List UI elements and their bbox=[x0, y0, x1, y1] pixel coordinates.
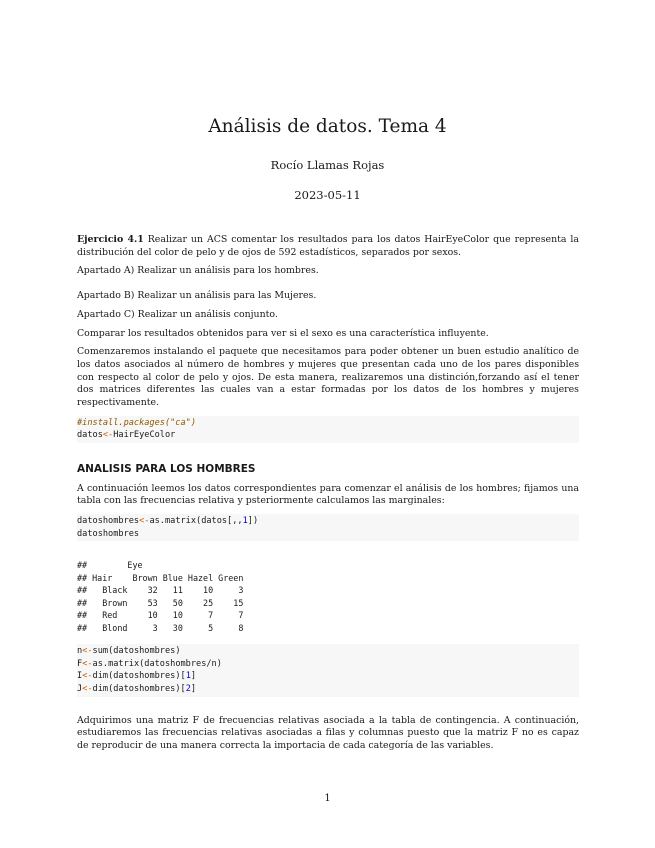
code-op: <- bbox=[82, 671, 93, 682]
code-num: 2 bbox=[185, 684, 191, 694]
code-block-matrix bbox=[77, 514, 579, 541]
document-title: Análisis de datos. Tema 4 bbox=[208, 116, 447, 137]
output-line: ## Eye bbox=[77, 560, 143, 571]
code-end: ] bbox=[190, 671, 197, 682]
code-line: datoshombres bbox=[77, 528, 140, 539]
exercise-label: Ejercicio 4.1 bbox=[77, 234, 144, 245]
code-var: J bbox=[77, 684, 83, 694]
section-text: A continuación leemos los datos correspondientes para comenzar el análisis de los hombres; fijamos una tabla con las frecuencias relativa y psteriormente calculamos las marginales: bbox=[77, 482, 579, 507]
exercise-text: Realizar un ACS comentar los resultados para los datos HairEyeColor que representa la distribución del color de pelo y de ojos de 592 estadísticos, separados por sexos. bbox=[77, 234, 580, 258]
code-fn: as.matrix(datos[,, bbox=[149, 516, 243, 527]
code-op: <- bbox=[82, 658, 93, 669]
code-fn: as.matrix(datoshombres/n) bbox=[92, 658, 222, 669]
document-author: Rocío Llamas Rojas bbox=[270, 158, 385, 172]
code-var: F bbox=[77, 658, 83, 669]
output-line: ## Black 32 11 10 3 bbox=[77, 585, 244, 596]
code-fn: sum(datoshombres) bbox=[92, 646, 181, 657]
output-line: ## Hair Brown Blue Hazel Green bbox=[77, 572, 244, 583]
code-var: n bbox=[77, 646, 83, 657]
section-heading: ANALISIS PARA LOS HOMBRES bbox=[77, 462, 256, 475]
output-table bbox=[77, 559, 579, 634]
document-body bbox=[77, 234, 579, 759]
apartado-b: Apartado B) Realizar un análisis para las Mujeres. bbox=[77, 290, 317, 302]
code-end: ] bbox=[190, 684, 197, 694]
code-num: 1 bbox=[242, 516, 248, 527]
code-op: <- bbox=[82, 684, 93, 694]
apartado-a: Apartado A) Realizar un análisis para los hombres. bbox=[77, 265, 319, 277]
output-line: ## Blond 3 30 5 8 bbox=[77, 622, 244, 633]
code-num: 1 bbox=[185, 671, 191, 682]
code-op: <- bbox=[102, 430, 114, 441]
output-line: ## Red 10 10 7 7 bbox=[77, 610, 244, 621]
apartado-c: Apartado C) Realizar un análisis conjunto. bbox=[77, 308, 278, 320]
page-number: 1 bbox=[324, 793, 331, 804]
code-block-install bbox=[77, 416, 579, 443]
exercise-statement bbox=[77, 234, 579, 259]
code-block-marginals bbox=[77, 644, 579, 696]
compare-text: Comparar los resultados obtenidos para ver si el sexo es una característica influyente. bbox=[77, 327, 489, 339]
output-line: ## Brown 53 50 25 15 bbox=[77, 597, 244, 608]
intro-paragraph: Comenzaremos instalando el paquete que necesitamos para poder obtener un buen estudio analítico de los datos asociados al número de hombres y mujeres que presentan cada uno de los pares disponibles con respecto al color de pelo y ojos. De esta manera, realizaremos una distinción,forzando así el tener dos matrices diferentes las cuales van a estar formadas por los datos de los hombres y mujeres respectivamente. bbox=[77, 346, 579, 409]
code-op: <- bbox=[139, 516, 150, 527]
code-op: <- bbox=[82, 646, 93, 657]
code-val: HairEyeColor bbox=[113, 430, 176, 441]
code-end: ]) bbox=[247, 516, 259, 527]
code-fn: dim(datoshombres)[ bbox=[92, 684, 186, 694]
code-fn: dim(datoshombres)[ bbox=[92, 671, 186, 682]
code-comment: #install.packages("ca") bbox=[77, 417, 196, 428]
closing-paragraph: Adquirimos una matriz F de frecuencias relativas asociada a la tabla de contingencia. A continuación, estudiaremos las frecuencias relativas asociadas a filas y columnas puesto que la matriz F no es capaz de reproducir de una manera correcta la importacia de cada categoría de las variables. bbox=[77, 714, 579, 751]
code-var: datoshombres bbox=[77, 516, 140, 527]
code-var: datos bbox=[77, 430, 103, 441]
document-date: 2023-05-11 bbox=[294, 188, 361, 202]
code-var: I bbox=[77, 671, 83, 682]
